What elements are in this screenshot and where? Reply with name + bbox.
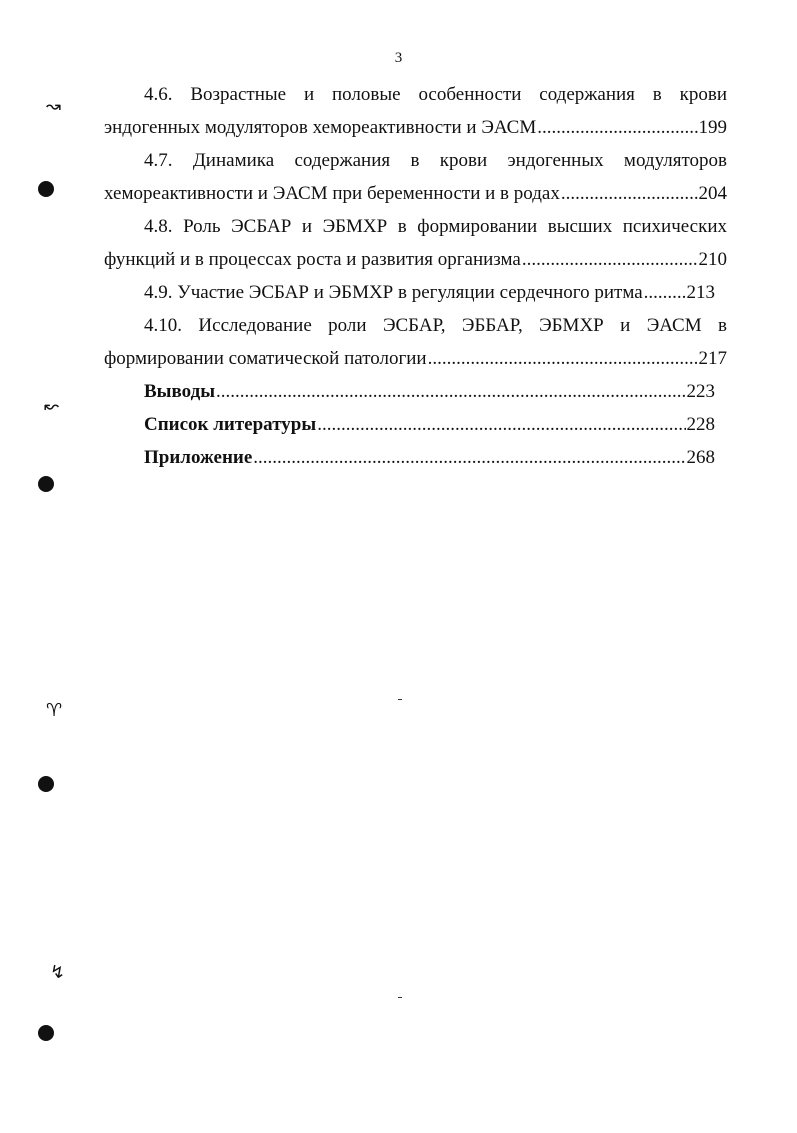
toc-entry-4-10 <box>104 309 727 375</box>
margin-scribble-icon: ↯ <box>50 962 66 983</box>
toc-entry-title-continued: формировании соматической патологии <box>104 348 427 369</box>
toc-leader-dots <box>216 375 685 408</box>
toc-entry-4-8 <box>104 210 727 276</box>
toc-entry-title: Список литературы <box>144 414 317 435</box>
toc-leader-dots <box>522 243 698 276</box>
toc-leader-dots <box>537 111 697 144</box>
toc-entry-conclusions <box>104 375 727 408</box>
toc-entry-title: 4.9. Участие ЭСБАР и ЭБМХР в регуляции сердечного ритма <box>144 282 643 303</box>
toc-page-number: 213 <box>686 282 715 303</box>
page-number: 3 <box>394 50 403 66</box>
binder-hole-icon <box>38 1025 54 1041</box>
binder-hole-icon <box>38 476 54 492</box>
toc-entry-single-line <box>104 276 715 309</box>
toc-entry-title-line1: 4.6. Возрастные и половые особенности содержания в крови <box>144 84 727 105</box>
toc-entry-title-line2 <box>104 177 727 210</box>
toc-entry-title-line2 <box>104 342 727 375</box>
toc-page-number: 223 <box>686 381 715 402</box>
toc-leader-dots <box>561 177 698 210</box>
toc-entry-single-line <box>104 408 715 441</box>
scan-speck-icon <box>398 997 402 998</box>
toc-entry-title-line2 <box>104 243 727 276</box>
toc-entry-4-9 <box>104 276 727 309</box>
toc-entry-title-line1: 4.8. Роль ЭСБАР и ЭБМХР в формировании высших психических <box>144 216 727 237</box>
toc-leader-dots <box>317 408 685 441</box>
toc-entry-single-line <box>104 441 715 474</box>
binder-hole-icon <box>38 181 54 197</box>
toc-entry-title-line2 <box>104 111 727 144</box>
toc-entry-single-line <box>104 375 715 408</box>
toc-entry-4-6 <box>104 78 727 144</box>
toc-entry-appendix <box>104 441 727 474</box>
toc-page-number: 204 <box>698 183 727 204</box>
toc-entry-title-line1: 4.7. Динамика содержания в крови эндогенных модуляторов <box>144 150 727 171</box>
toc-entry-title-continued: эндогенных модуляторов хемореактивности и ЭАСМ <box>104 117 537 138</box>
toc-entry-title-continued: функций и в процессах роста и развития организма <box>104 249 521 270</box>
toc-entry-title-continued: хемореактивности и ЭАСМ при беременности и в родах <box>104 183 560 204</box>
toc-entry-title-line1: 4.10. Исследование роли ЭСБАР, ЭББАР, ЭБМХР и ЭАСМ в <box>144 315 727 336</box>
margin-scribble-icon: ♈ <box>46 700 63 721</box>
toc-page-number: 210 <box>698 249 727 270</box>
toc-page-number: 217 <box>698 348 727 369</box>
toc-entry-title: Выводы <box>144 381 216 402</box>
toc-page-number: 268 <box>686 447 715 468</box>
table-of-contents <box>104 78 727 474</box>
toc-leader-dots <box>644 276 686 309</box>
toc-entry-title: Приложение <box>144 447 253 468</box>
toc-leader-dots <box>428 342 698 375</box>
margin-scribble-icon: ↝ <box>46 96 62 117</box>
toc-entry-4-7 <box>104 144 727 210</box>
toc-entry-references <box>104 408 727 441</box>
margin-scribble-icon: ↜ <box>44 396 60 417</box>
toc-page-number: 199 <box>698 117 727 138</box>
binder-hole-icon <box>38 776 54 792</box>
toc-leader-dots <box>253 441 685 474</box>
scan-speck-icon <box>398 699 402 700</box>
toc-page-number: 228 <box>686 414 715 435</box>
